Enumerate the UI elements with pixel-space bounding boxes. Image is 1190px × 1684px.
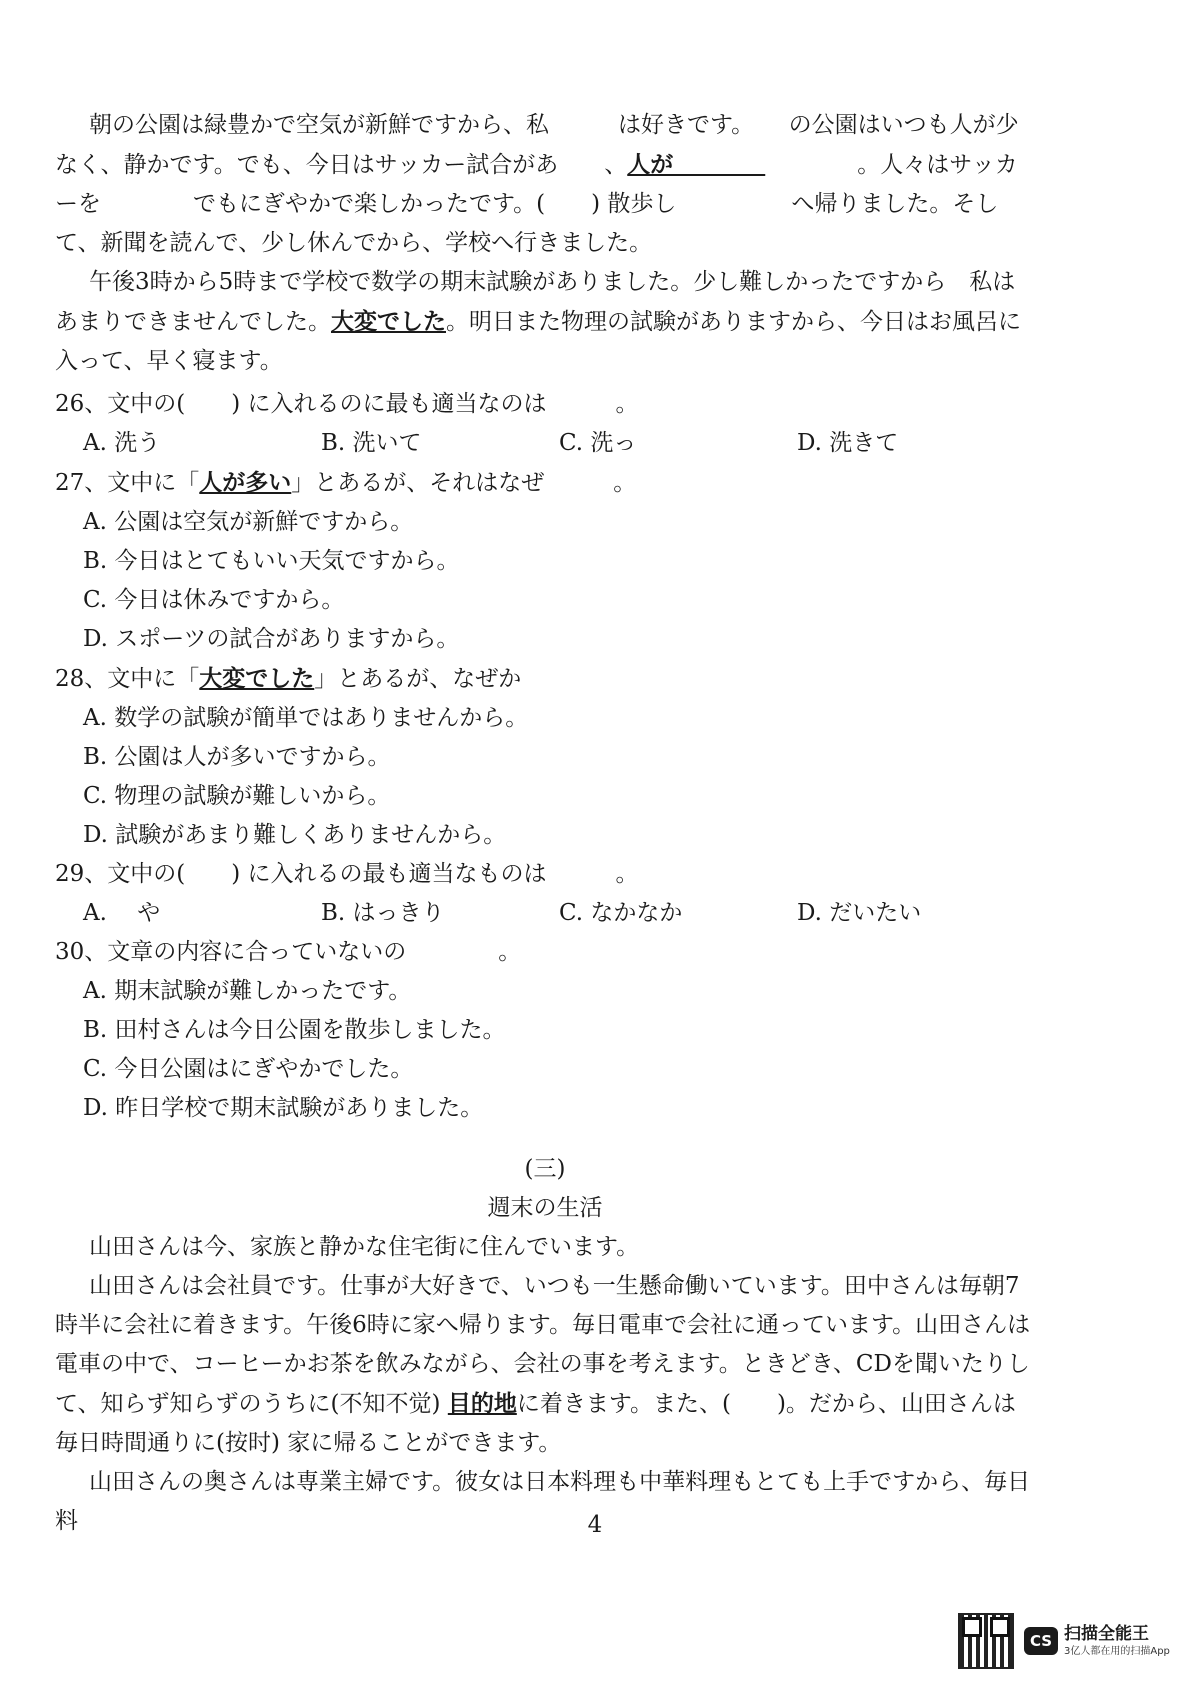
option: A. 公園は空気が新鮮ですから。	[83, 509, 414, 535]
underlined-phrase-crowded: 人が	[627, 151, 766, 178]
question-29-options	[83, 894, 1035, 933]
option: C. なかなか	[559, 900, 683, 926]
question-29: 29、文中の( ) に入れるの最も適当なものは 。	[55, 861, 639, 887]
option: C. 今日公園はにぎやかでした。	[83, 1056, 414, 1082]
option: A. や	[83, 900, 161, 926]
option: C. 洗っ	[559, 430, 637, 456]
passage-paragraph-1: 山田さんは今、家族と静かな住宅街に住んでいます。	[89, 1234, 640, 1260]
section-number: (三)	[524, 1156, 566, 1182]
option: D. だいたい	[797, 900, 922, 926]
option: B. 今日はとてもいい天気ですから。	[83, 548, 460, 574]
option: B. 公園は人が多いですから。	[83, 744, 391, 770]
option: D. 洗きて	[797, 430, 899, 456]
question-28: 28、文中に「大変でした」とあるが、なぜか	[55, 665, 591, 692]
option: D. スポーツの試合がありますから。	[83, 626, 460, 652]
reading-passage-3	[55, 1150, 1035, 1541]
option: C. 今日は休みですから。	[83, 587, 345, 613]
underlined-phrase-taihen: 大変でした	[331, 308, 446, 335]
option: B. 洗いて	[321, 430, 422, 456]
passage-paragraph-2: 午後3時から5時まで学校で数学の期末試験がありました。少し難しかったですから 私はあまりできませんでした。大変でした。明日また物理の試験がありますから、今日はお風呂に入って、早く寝ます。	[55, 269, 1021, 374]
page-number: 4	[587, 1512, 603, 1538]
passage-paragraph-3: 山田さんの奥さんは専業主婦です。彼女は日本料理も中華料理もとても上手ですから、毎日料	[55, 1469, 1031, 1534]
question-30: 30、文章の内容に合っていないの 。	[55, 939, 522, 965]
option: A. 数学の試験が簡単ではありませんから。	[83, 705, 529, 731]
option: D. 昨日学校で期末試験がありました。	[83, 1095, 484, 1121]
scanner-watermark	[958, 1611, 1176, 1671]
question-26-options	[83, 424, 1035, 463]
option: A. 期末試験が難しかったです。	[83, 978, 412, 1004]
section-title: 週末の生活	[487, 1195, 603, 1221]
passage-paragraph-2: 山田さんは会社員です。仕事が大好きで、いつも一生懸命働いています。田中さんは毎朝7時半に会社に着きます。午後6時に家へ帰ります。毎日電車で会社に通っています。山田さんは電車の中で、コーヒーかお茶を飲みながら、会社の事を考えます。ときどき、CDを聞いたりして、知らず知らずのうちに(不知不觉) 目的地に着きます。また、( )。だから、山田さんは毎日時間通りに(按时) 家に帰ることができます。	[55, 1273, 1031, 1456]
option: C. 物理の試験が難しいから。	[83, 783, 391, 809]
app-name: 扫描全能王	[1064, 1624, 1149, 1644]
underlined-phrase-destination: 目的地	[447, 1390, 517, 1417]
scanner-brand	[1064, 1623, 1170, 1659]
question-26: 26、文中の( ) に入れるのに最も適当なのは 。	[55, 391, 639, 417]
question-27: 27、文中に「人が多い」とあるが、それはなぜ 。	[55, 469, 637, 496]
reading-passage-2	[55, 106, 1035, 1128]
passage-paragraph-1: 朝の公園は緑豊かで空気が新鮮ですから、私 は好きです。 の公園はいつも人が少なく、静かです。でも、今日はサッカー試合があ 、人が 。人々はサッカーを でもにぎやかで楽しかったです。( ) 散歩し へ帰りました。そして、新聞を読んで、少し休んでから、学校へ行きました。	[55, 112, 1019, 256]
option: A. 洗う	[83, 430, 161, 456]
cs-app-icon: CS	[1024, 1627, 1058, 1655]
option: B. はっきり	[321, 900, 445, 926]
qr-code-icon	[958, 1613, 1014, 1669]
app-tagline: 3亿人都在用的扫描App	[1064, 1646, 1170, 1657]
option: D. 試験があまり難しくありませんから。	[83, 822, 507, 848]
option: B. 田村さんは今日公園を散歩しました。	[83, 1017, 506, 1043]
